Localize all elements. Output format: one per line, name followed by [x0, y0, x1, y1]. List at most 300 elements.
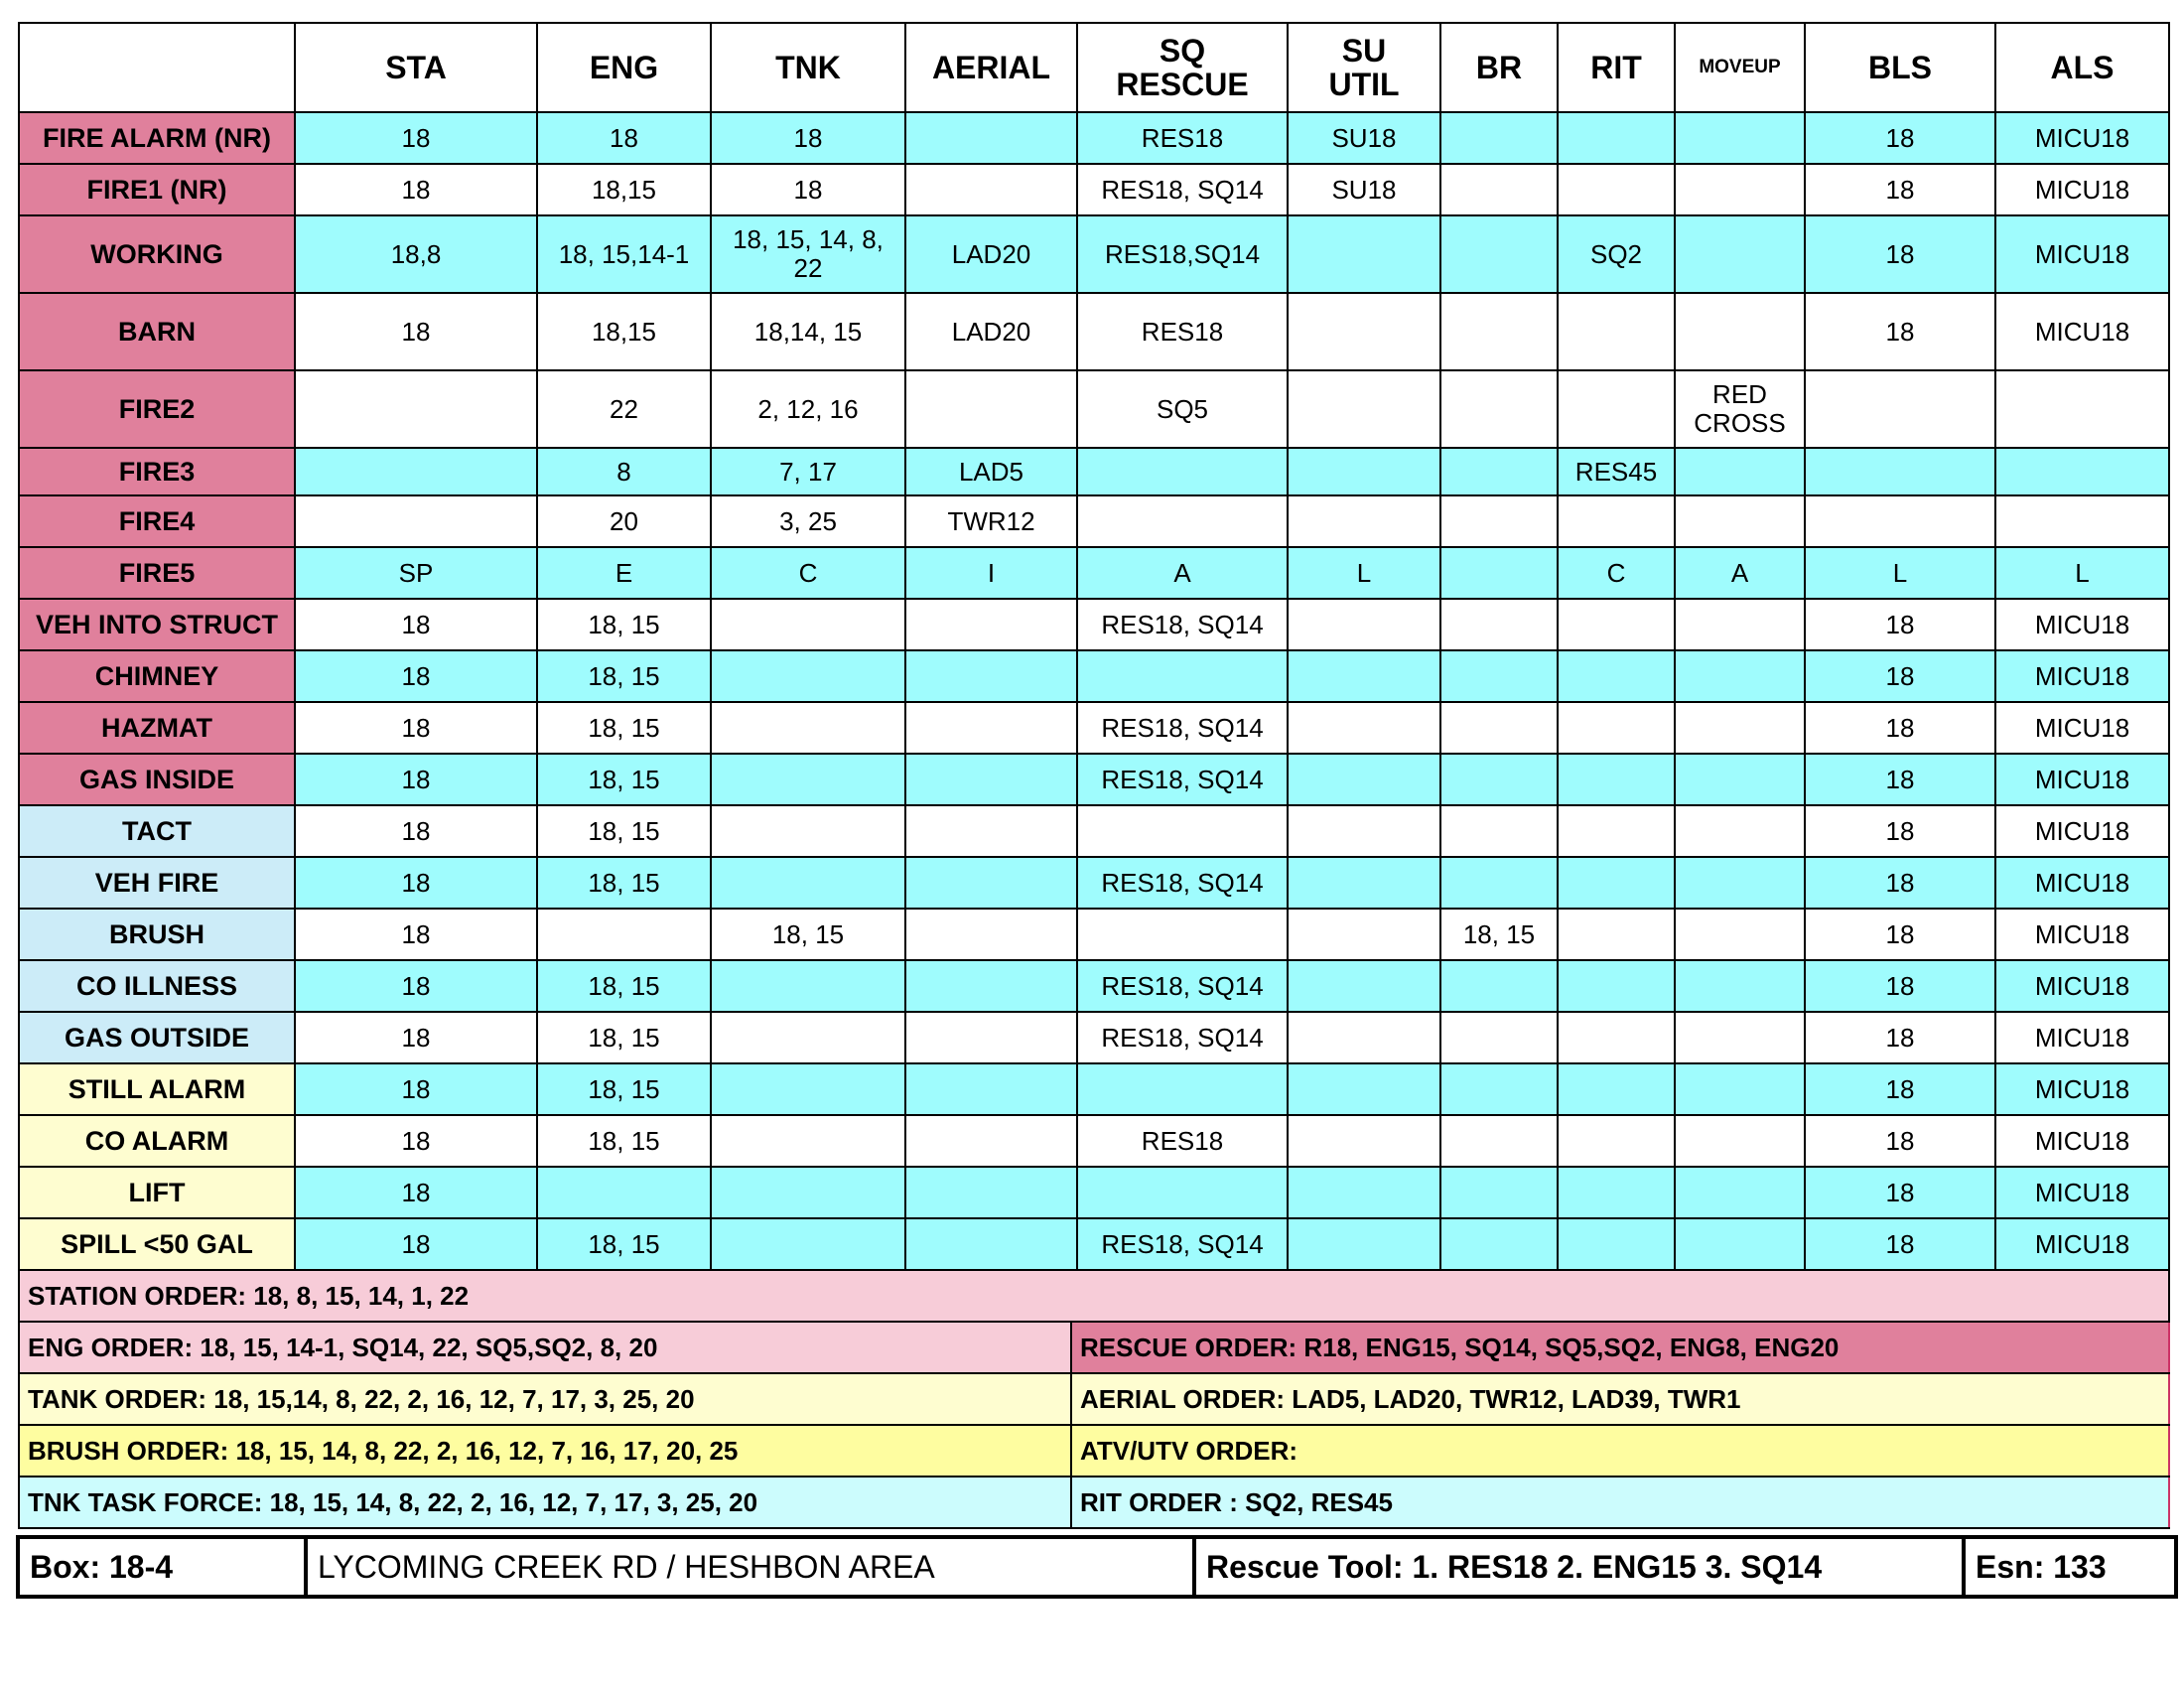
row-label: FIRE2: [19, 370, 295, 448]
header-row: [19, 23, 2169, 112]
cell-sta: 18: [295, 293, 537, 370]
cell-als: MICU18: [1995, 599, 2169, 650]
cell-bls: L: [1805, 547, 1995, 599]
cell-tnk: 7, 17: [711, 448, 905, 495]
tank-order: TANK ORDER: 18, 15,14, 8, 22, 2, 16, 12, 7, 17, 3, 25, 20: [19, 1373, 1071, 1425]
header-sta: STA: [295, 23, 537, 112]
cell-br: [1440, 164, 1558, 215]
cell-bls: 18: [1805, 857, 1995, 909]
cell-eng: 18, 15: [537, 1115, 711, 1167]
cell-aerial: [905, 650, 1077, 702]
rescue-tool: Rescue Tool: 1. RES18 2. ENG15 3. SQ14: [1194, 1537, 1964, 1597]
header-aerial: AERIAL: [905, 23, 1077, 112]
cell-sta: 18: [295, 1063, 537, 1115]
cell-tnk: 2, 12, 16: [711, 370, 905, 448]
header-tnk: TNK: [711, 23, 905, 112]
cell-aerial: [905, 1063, 1077, 1115]
cell-rit: [1558, 1115, 1675, 1167]
table-row: [19, 448, 2169, 495]
cell-sq-rescue: RES18, SQ14: [1077, 857, 1288, 909]
eng-order: ENG ORDER: 18, 15, 14-1, SQ14, 22, SQ5,SQ2, 8, 20: [19, 1322, 1071, 1373]
cell-sq-rescue: RES18, SQ14: [1077, 754, 1288, 805]
table-row: [19, 857, 2169, 909]
cell-su-util: [1288, 215, 1440, 293]
cell-aerial: [905, 112, 1077, 164]
cell-su-util: [1288, 909, 1440, 960]
row-label: WORKING: [19, 215, 295, 293]
cell-sta: [295, 495, 537, 547]
table-row: [19, 754, 2169, 805]
table-row: [19, 909, 2169, 960]
cell-aerial: LAD20: [905, 293, 1077, 370]
header-bls: BLS: [1805, 23, 1995, 112]
header-corner: [19, 23, 295, 112]
cell-sq-rescue: RES18, SQ14: [1077, 702, 1288, 754]
cell-moveup: [1675, 112, 1805, 164]
response-grid: [18, 22, 2170, 1271]
cell-moveup: [1675, 215, 1805, 293]
table-row: [19, 702, 2169, 754]
cell-moveup: A: [1675, 547, 1805, 599]
cell-br: [1440, 1063, 1558, 1115]
cell-moveup: [1675, 805, 1805, 857]
box-number: Box: 18-4: [18, 1537, 306, 1597]
row-label: HAZMAT: [19, 702, 295, 754]
row-label: LIFT: [19, 1167, 295, 1218]
table-row: [19, 805, 2169, 857]
cell-eng: 18, 15: [537, 960, 711, 1012]
cell-rit: [1558, 164, 1675, 215]
cell-sq-rescue: A: [1077, 547, 1288, 599]
dispatch-sheet: [18, 22, 2168, 1599]
cell-tnk: [711, 1115, 905, 1167]
cell-sq-rescue: RES18: [1077, 112, 1288, 164]
cell-sta: 18: [295, 112, 537, 164]
cell-br: [1440, 1115, 1558, 1167]
cell-su-util: [1288, 293, 1440, 370]
cell-aerial: [905, 370, 1077, 448]
cell-bls: 18: [1805, 293, 1995, 370]
cell-bls: [1805, 448, 1995, 495]
cell-su-util: [1288, 370, 1440, 448]
cell-bls: 18: [1805, 805, 1995, 857]
cell-tnk: [711, 1012, 905, 1063]
cell-moveup: [1675, 857, 1805, 909]
table-row: [19, 1167, 2169, 1218]
header-sq-rescue: SQ RESCUE: [1077, 23, 1288, 112]
cell-als: MICU18: [1995, 909, 2169, 960]
cell-als: MICU18: [1995, 1115, 2169, 1167]
cell-aerial: [905, 909, 1077, 960]
table-row: [19, 164, 2169, 215]
cell-rit: [1558, 370, 1675, 448]
cell-als: [1995, 448, 2169, 495]
cell-sta: [295, 370, 537, 448]
cell-tnk: [711, 857, 905, 909]
cell-bls: [1805, 495, 1995, 547]
row-label: FIRE5: [19, 547, 295, 599]
cell-sq-rescue: RES18: [1077, 293, 1288, 370]
cell-aerial: [905, 1012, 1077, 1063]
cell-tnk: [711, 702, 905, 754]
cell-bls: 18: [1805, 1063, 1995, 1115]
cell-su-util: [1288, 702, 1440, 754]
cell-moveup: [1675, 495, 1805, 547]
cell-br: [1440, 857, 1558, 909]
cell-su-util: [1288, 1218, 1440, 1270]
cell-als: MICU18: [1995, 1218, 2169, 1270]
cell-rit: [1558, 754, 1675, 805]
cell-als: MICU18: [1995, 702, 2169, 754]
cell-su-util: [1288, 1167, 1440, 1218]
header-su-util: SU UTIL: [1288, 23, 1440, 112]
cell-su-util: [1288, 754, 1440, 805]
cell-eng: 18, 15: [537, 754, 711, 805]
cell-tnk: C: [711, 547, 905, 599]
cell-als: MICU18: [1995, 754, 2169, 805]
cell-sta: 18: [295, 857, 537, 909]
tnk-task-force: TNK TASK FORCE: 18, 15, 14, 8, 22, 2, 16, 12, 7, 17, 3, 25, 20: [19, 1477, 1071, 1528]
cell-rit: [1558, 650, 1675, 702]
cell-eng: 18,15: [537, 164, 711, 215]
table-row: [19, 1218, 2169, 1270]
cell-rit: [1558, 599, 1675, 650]
cell-rit: [1558, 857, 1675, 909]
cell-bls: 18: [1805, 960, 1995, 1012]
cell-sq-rescue: RES18, SQ14: [1077, 1218, 1288, 1270]
cell-br: [1440, 112, 1558, 164]
cell-tnk: [711, 960, 905, 1012]
cell-aerial: [905, 857, 1077, 909]
cell-su-util: [1288, 650, 1440, 702]
cell-rit: [1558, 909, 1675, 960]
cell-moveup: [1675, 1063, 1805, 1115]
cell-moveup: [1675, 1012, 1805, 1063]
row-label: FIRE ALARM (NR): [19, 112, 295, 164]
cell-su-util: [1288, 1012, 1440, 1063]
cell-als: MICU18: [1995, 857, 2169, 909]
rescue-order: RESCUE ORDER: R18, ENG15, SQ14, SQ5,SQ2, ENG8, ENG20: [1071, 1322, 2169, 1373]
cell-tnk: 18, 15: [711, 909, 905, 960]
cell-br: [1440, 495, 1558, 547]
row-label: GAS OUTSIDE: [19, 1012, 295, 1063]
brush-order: BRUSH ORDER: 18, 15, 14, 8, 22, 2, 16, 12, 7, 16, 17, 20, 25: [19, 1425, 1071, 1477]
cell-sq-rescue: [1077, 650, 1288, 702]
row-label: FIRE3: [19, 448, 295, 495]
cell-als: [1995, 495, 2169, 547]
footer-bar: [16, 1535, 2178, 1599]
row-label: CO ALARM: [19, 1115, 295, 1167]
cell-br: [1440, 370, 1558, 448]
cell-sta: 18: [295, 805, 537, 857]
cell-su-util: [1288, 805, 1440, 857]
cell-su-util: [1288, 1115, 1440, 1167]
cell-rit: C: [1558, 547, 1675, 599]
cell-su-util: [1288, 960, 1440, 1012]
cell-als: L: [1995, 547, 2169, 599]
cell-sq-rescue: RES18, SQ14: [1077, 164, 1288, 215]
cell-br: 18, 15: [1440, 909, 1558, 960]
cell-bls: 18: [1805, 112, 1995, 164]
cell-tnk: [711, 1218, 905, 1270]
cell-su-util: [1288, 448, 1440, 495]
table-row: [19, 112, 2169, 164]
station-order-row: [19, 1270, 2169, 1322]
cell-moveup: [1675, 164, 1805, 215]
cell-rit: SQ2: [1558, 215, 1675, 293]
row-label: TACT: [19, 805, 295, 857]
cell-rit: [1558, 1063, 1675, 1115]
cell-aerial: [905, 164, 1077, 215]
cell-bls: 18: [1805, 599, 1995, 650]
table-row: [19, 650, 2169, 702]
atv-utv-order: ATV/UTV ORDER:: [1071, 1425, 2169, 1477]
cell-moveup: RED CROSS: [1675, 370, 1805, 448]
cell-br: [1440, 1218, 1558, 1270]
cell-bls: 18: [1805, 909, 1995, 960]
cell-sq-rescue: RES18: [1077, 1115, 1288, 1167]
table-row: [19, 1012, 2169, 1063]
cell-eng: [537, 1167, 711, 1218]
cell-als: MICU18: [1995, 164, 2169, 215]
cell-bls: 18: [1805, 650, 1995, 702]
cell-moveup: [1675, 702, 1805, 754]
cell-sq-rescue: SQ5: [1077, 370, 1288, 448]
cell-moveup: [1675, 1115, 1805, 1167]
cell-br: [1440, 599, 1558, 650]
cell-tnk: [711, 1063, 905, 1115]
cell-moveup: [1675, 1167, 1805, 1218]
cell-su-util: L: [1288, 547, 1440, 599]
cell-als: MICU18: [1995, 293, 2169, 370]
cell-sta: 18: [295, 702, 537, 754]
table-row: [19, 293, 2169, 370]
cell-tnk: [711, 599, 905, 650]
cell-sta: 18,8: [295, 215, 537, 293]
order-row: [19, 1425, 2169, 1477]
cell-sq-rescue: [1077, 805, 1288, 857]
cell-su-util: SU18: [1288, 164, 1440, 215]
cell-su-util: [1288, 495, 1440, 547]
cell-br: [1440, 293, 1558, 370]
cell-eng: 18, 15: [537, 702, 711, 754]
cell-tnk: 18: [711, 112, 905, 164]
table-row: [19, 599, 2169, 650]
cell-aerial: [905, 754, 1077, 805]
cell-sq-rescue: [1077, 448, 1288, 495]
cell-tnk: [711, 805, 905, 857]
cell-moveup: [1675, 448, 1805, 495]
table-row: [19, 960, 2169, 1012]
cell-eng: 20: [537, 495, 711, 547]
cell-bls: 18: [1805, 1167, 1995, 1218]
cell-eng: 18, 15: [537, 650, 711, 702]
cell-sta: 18: [295, 754, 537, 805]
header-als: ALS: [1995, 23, 2169, 112]
cell-sq-rescue: [1077, 909, 1288, 960]
row-label: CHIMNEY: [19, 650, 295, 702]
cell-su-util: [1288, 1063, 1440, 1115]
cell-br: [1440, 547, 1558, 599]
header-eng: ENG: [537, 23, 711, 112]
order-row: [19, 1373, 2169, 1425]
cell-eng: 18, 15: [537, 805, 711, 857]
table-row: [19, 370, 2169, 448]
table-row: [19, 495, 2169, 547]
cell-moveup: [1675, 960, 1805, 1012]
row-label: VEH FIRE: [19, 857, 295, 909]
table-row: [19, 215, 2169, 293]
row-label: FIRE1 (NR): [19, 164, 295, 215]
cell-rit: [1558, 960, 1675, 1012]
cell-sta: 18: [295, 960, 537, 1012]
cell-als: MICU18: [1995, 805, 2169, 857]
cell-rit: [1558, 702, 1675, 754]
cell-eng: E: [537, 547, 711, 599]
cell-als: MICU18: [1995, 215, 2169, 293]
cell-rit: [1558, 805, 1675, 857]
cell-tnk: [711, 1167, 905, 1218]
cell-tnk: 3, 25: [711, 495, 905, 547]
cell-sta: 18: [295, 164, 537, 215]
cell-als: MICU18: [1995, 960, 2169, 1012]
area-name: LYCOMING CREEK RD / HESHBON AREA: [306, 1537, 1194, 1597]
row-label: VEH INTO STRUCT: [19, 599, 295, 650]
cell-sta: 18: [295, 1218, 537, 1270]
cell-eng: 22: [537, 370, 711, 448]
cell-moveup: [1675, 650, 1805, 702]
table-row: [19, 1115, 2169, 1167]
cell-tnk: [711, 754, 905, 805]
cell-als: MICU18: [1995, 1167, 2169, 1218]
cell-aerial: [905, 805, 1077, 857]
cell-br: [1440, 1012, 1558, 1063]
cell-sq-rescue: [1077, 1063, 1288, 1115]
cell-bls: 18: [1805, 1218, 1995, 1270]
cell-eng: [537, 909, 711, 960]
cell-als: [1995, 370, 2169, 448]
cell-br: [1440, 805, 1558, 857]
grid-body: [19, 112, 2169, 1270]
cell-bls: 18: [1805, 1012, 1995, 1063]
cell-aerial: I: [905, 547, 1077, 599]
cell-rit: [1558, 1012, 1675, 1063]
cell-eng: 18, 15: [537, 1218, 711, 1270]
cell-su-util: [1288, 599, 1440, 650]
cell-tnk: [711, 650, 905, 702]
cell-eng: 18, 15: [537, 1012, 711, 1063]
cell-sq-rescue: [1077, 495, 1288, 547]
cell-moveup: [1675, 599, 1805, 650]
cell-rit: [1558, 1167, 1675, 1218]
cell-br: [1440, 448, 1558, 495]
cell-aerial: [905, 960, 1077, 1012]
cell-eng: 18,15: [537, 293, 711, 370]
row-label: STILL ALARM: [19, 1063, 295, 1115]
station-order: STATION ORDER: 18, 8, 15, 14, 1, 22: [19, 1270, 2169, 1322]
cell-eng: 18, 15: [537, 599, 711, 650]
cell-rit: [1558, 112, 1675, 164]
cell-br: [1440, 1167, 1558, 1218]
cell-aerial: [905, 702, 1077, 754]
table-row: [19, 1063, 2169, 1115]
row-label: CO ILLNESS: [19, 960, 295, 1012]
cell-sq-rescue: RES18, SQ14: [1077, 960, 1288, 1012]
cell-eng: 8: [537, 448, 711, 495]
table-row: [19, 547, 2169, 599]
cell-als: MICU18: [1995, 112, 2169, 164]
cell-br: [1440, 702, 1558, 754]
cell-bls: 18: [1805, 702, 1995, 754]
cell-sta: 18: [295, 1012, 537, 1063]
order-row: [19, 1322, 2169, 1373]
cell-rit: [1558, 495, 1675, 547]
cell-als: MICU18: [1995, 1063, 2169, 1115]
cell-sq-rescue: [1077, 1167, 1288, 1218]
esn-number: Esn: 133: [1964, 1537, 2176, 1597]
cell-sta: 18: [295, 1115, 537, 1167]
cell-als: MICU18: [1995, 1012, 2169, 1063]
cell-sta: 18: [295, 650, 537, 702]
cell-sta: 18: [295, 599, 537, 650]
cell-moveup: [1675, 754, 1805, 805]
cell-br: [1440, 960, 1558, 1012]
cell-aerial: [905, 1167, 1077, 1218]
header-rit: RIT: [1558, 23, 1675, 112]
cell-eng: 18, 15: [537, 857, 711, 909]
cell-aerial: [905, 599, 1077, 650]
cell-sta: SP: [295, 547, 537, 599]
cell-bls: 18: [1805, 215, 1995, 293]
cell-su-util: [1288, 857, 1440, 909]
cell-bls: 18: [1805, 164, 1995, 215]
cell-tnk: 18: [711, 164, 905, 215]
cell-rit: [1558, 1218, 1675, 1270]
row-label: SPILL <50 GAL: [19, 1218, 295, 1270]
header-br: BR: [1440, 23, 1558, 112]
cell-sq-rescue: RES18, SQ14: [1077, 599, 1288, 650]
cell-sq-rescue: RES18, SQ14: [1077, 1012, 1288, 1063]
cell-eng: 18, 15: [537, 1063, 711, 1115]
cell-rit: [1558, 293, 1675, 370]
order-row: [19, 1477, 2169, 1528]
cell-aerial: LAD20: [905, 215, 1077, 293]
cell-aerial: LAD5: [905, 448, 1077, 495]
cell-br: [1440, 754, 1558, 805]
cell-aerial: [905, 1115, 1077, 1167]
cell-aerial: [905, 1218, 1077, 1270]
row-label: FIRE4: [19, 495, 295, 547]
cell-bls: [1805, 370, 1995, 448]
cell-moveup: [1675, 1218, 1805, 1270]
cell-sta: 18: [295, 909, 537, 960]
aerial-order: AERIAL ORDER: LAD5, LAD20, TWR12, LAD39, TWR1: [1071, 1373, 2169, 1425]
cell-tnk: 18,14, 15: [711, 293, 905, 370]
cell-bls: 18: [1805, 754, 1995, 805]
cell-aerial: TWR12: [905, 495, 1077, 547]
cell-bls: 18: [1805, 1115, 1995, 1167]
header-moveup: MOVEUP: [1675, 23, 1805, 112]
row-label: BARN: [19, 293, 295, 370]
cell-su-util: SU18: [1288, 112, 1440, 164]
cell-eng: 18, 15,14-1: [537, 215, 711, 293]
cell-br: [1440, 215, 1558, 293]
cell-als: MICU18: [1995, 650, 2169, 702]
row-label: BRUSH: [19, 909, 295, 960]
cell-tnk: 18, 15, 14, 8, 22: [711, 215, 905, 293]
rit-order: RIT ORDER : SQ2, RES45: [1071, 1477, 2169, 1528]
cell-br: [1440, 650, 1558, 702]
